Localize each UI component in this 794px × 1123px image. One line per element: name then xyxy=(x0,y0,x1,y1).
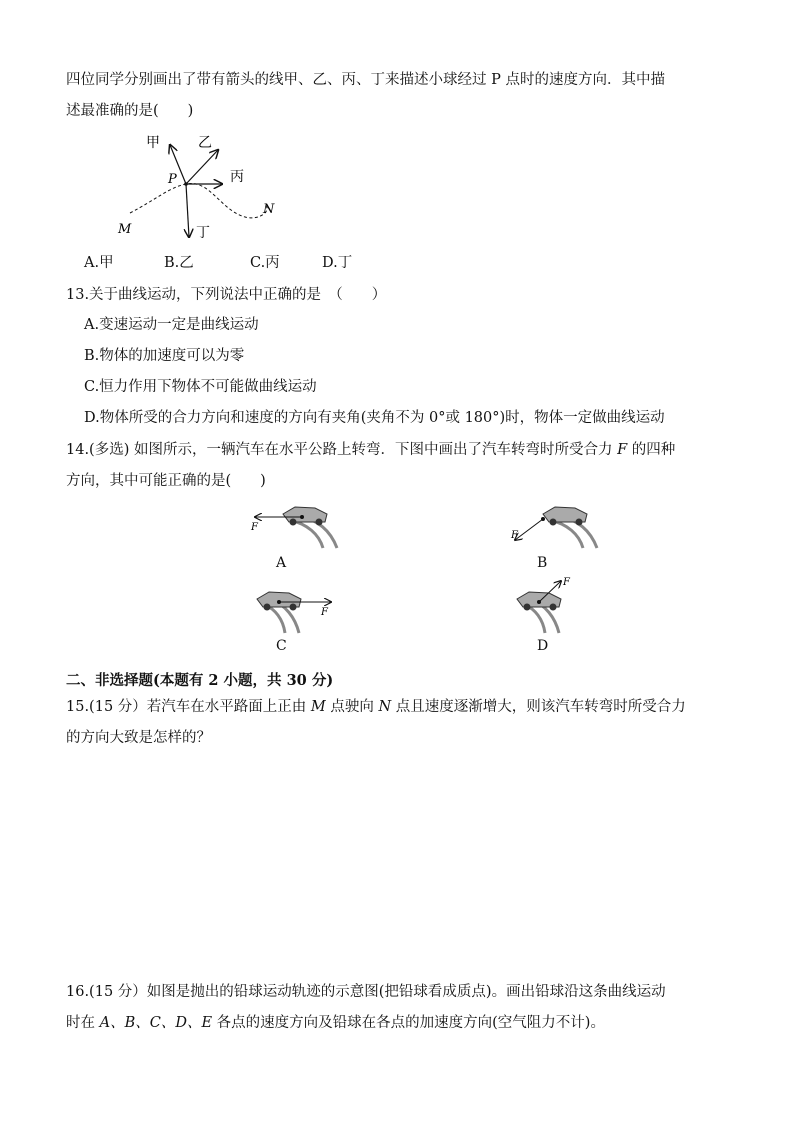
svg-text:F: F xyxy=(511,530,518,541)
q14-caption-c: C xyxy=(276,638,287,654)
q12-velocity-figure xyxy=(100,125,300,245)
svg-text:F: F xyxy=(321,607,328,618)
q13-option-c: C.恒力作用下物体不可能做曲线运动 xyxy=(84,379,317,395)
q12-option-d: D.丁 xyxy=(322,255,353,271)
q16-stem-line2: 时在 A、B、C、D、E 各点的速度方向及铅球在各点的加速度方向(空气阻力不计)。 xyxy=(66,1015,605,1031)
car-figure-c xyxy=(245,585,355,635)
q14-caption-d: D xyxy=(537,638,549,654)
svg-text:F: F xyxy=(251,522,258,533)
q15-stem-line1: 15.(15 分）若汽车在水平路面上正由 M 点驶向 N 点且速度逐渐增大，则该汽车转弯时所受合力 xyxy=(66,699,686,715)
label-yi: 乙 xyxy=(198,135,212,151)
q12-option-c: C.丙 xyxy=(250,255,280,271)
q12-option-a: A.甲 xyxy=(84,255,114,271)
label-m: M xyxy=(118,222,132,237)
label-p: P xyxy=(168,172,177,187)
q12-stem-line2: 述最准确的是( ) xyxy=(66,103,194,119)
q13-option-b: B.物体的加速度可以为零 xyxy=(84,348,245,364)
label-bing: 丙 xyxy=(230,169,244,185)
car-figure-d xyxy=(505,575,615,635)
q12-stem-line1: 四位同学分别画出了带有箭头的线甲、乙、丙、丁来描述小球经过 P 点时的速度方向．其中描 xyxy=(66,72,665,88)
trajectory-curve xyxy=(130,183,267,217)
q14-caption-b: B xyxy=(537,555,548,571)
q14-caption-a: A xyxy=(276,555,287,571)
label-n: N xyxy=(263,202,275,217)
arrow-yi xyxy=(186,150,218,184)
arrow-ding xyxy=(186,184,189,237)
q16-stem-line1: 16.(15 分）如图是抛出的铅球运动轨迹的示意图(把铅球看成质点)。画出铅球沿这条曲线运动 xyxy=(66,984,666,1000)
q14-stem-line1: 14.(多选) 如图所示，一辆汽车在水平公路上转弯．下图中画出了汽车转弯时所受合力 F 的四种 xyxy=(66,442,676,458)
q12-option-b: B.乙 xyxy=(164,255,194,271)
section-title-nonchoice: 二、非选择题(本题有 2 小题，共 30 分) xyxy=(66,672,334,689)
q13-stem: 13.关于曲线运动，下列说法中正确的是 （ ） xyxy=(66,287,387,303)
point-p xyxy=(184,182,188,186)
svg-text:F: F xyxy=(563,577,570,588)
car-figure-a xyxy=(245,500,355,550)
label-jia: 甲 xyxy=(146,135,160,151)
car-figure-b xyxy=(505,500,615,550)
q14-stem-line2: 方向，其中可能正确的是( ) xyxy=(66,473,266,489)
q13-option-a: A.变速运动一定是曲线运动 xyxy=(84,317,259,333)
label-ding: 丁 xyxy=(196,225,210,241)
q15-stem-line2: 的方向大致是怎样的？ xyxy=(66,730,211,746)
q13-option-d: D.物体所受的合力方向和速度的方向有夹角(夹角不为 0°或 180°)时，物体一定做曲线运动 xyxy=(84,410,665,426)
